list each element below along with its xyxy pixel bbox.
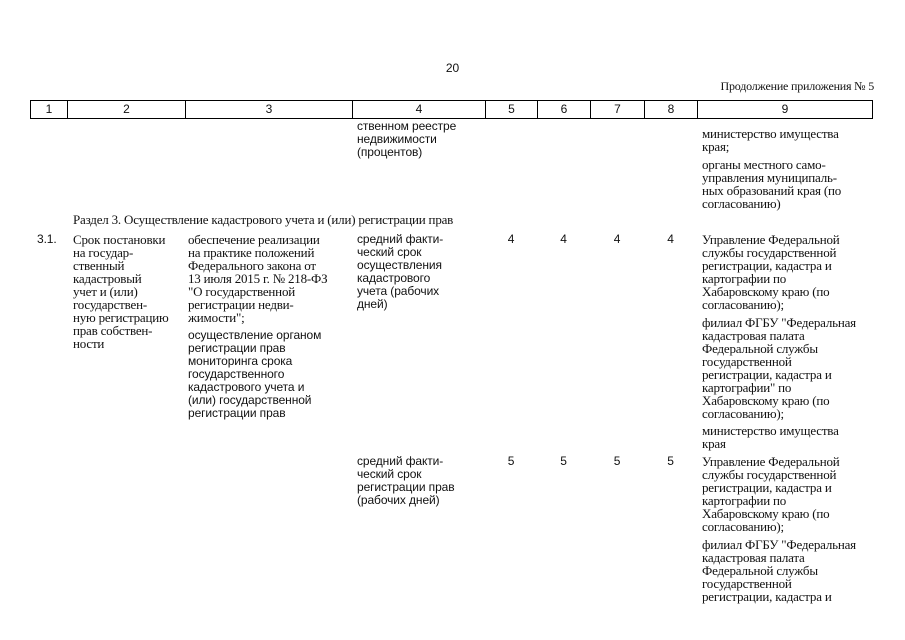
criterion-cadastral-term: средний факти- ческий срок осуществления кадастрового учета (рабочих дней): [357, 232, 444, 311]
header-cell-7: 7: [590, 100, 644, 119]
indicator-cell: Срок постановки на государ- ственный кадастровый учет и (или) государствен- ную регистрацию прав собствен- ности: [73, 232, 169, 351]
table-header-row: [30, 100, 873, 119]
header-cell-1: 1: [30, 100, 67, 119]
continued-executor-1: министерство имущества края;: [702, 126, 839, 154]
value-col-5: 4: [507, 232, 515, 246]
value-col-8: 4: [667, 232, 674, 246]
executor-cadastral-chamber: филиал ФГБУ "Федеральная кадастровая палата Федеральной службы государственной регистрации, кадастра и картографии" по Хабаровскому краю (по согласованию);: [702, 315, 856, 421]
header-cell-3: 3: [185, 100, 352, 119]
value-col-7: 4: [613, 232, 621, 246]
header-cell-9: 9: [697, 100, 873, 119]
header-cell-8: 8: [644, 100, 697, 119]
continuation-note: Продолжение приложения № 5: [720, 79, 874, 93]
value-col-6: 4: [560, 232, 567, 246]
criterion-registration-term: средний факти- ческий срок регистрации прав (рабочих дней): [357, 454, 455, 507]
executor-rosreestr: Управление Федеральной службы государственной регистрации, кадастра и картографии по Хабаровскому краю (по согласованию);: [702, 232, 840, 312]
header-cell-6: 6: [537, 100, 590, 119]
continued-executor-2: органы местного само- управления муниципаль- ных образований края (по согласованию): [702, 157, 842, 211]
header-cell-4: 4: [352, 100, 485, 119]
row-number: 3.1.: [37, 232, 57, 246]
value-col-6: 5: [560, 454, 567, 468]
value-col-7: 5: [613, 454, 621, 468]
value-col-5: 5: [507, 454, 515, 468]
value-col-8: 5: [667, 454, 674, 468]
measure-2: осуществление органом регистрации прав мониторинга срока государственного кадастрового учета и (или) государственной регистрации прав: [188, 328, 322, 420]
executor-property-ministry: министерство имущества края: [702, 423, 839, 451]
continued-criterion-cell: ственном реестре недвижимости (процентов): [357, 119, 457, 159]
executor-rosreestr: Управление Федеральной службы государственной регистрации, кадастра и картографии по Хабаровскому краю (по согласованию);: [702, 454, 840, 534]
section-title: Раздел 3. Осуществление кадастрового учета и (или) регистрации прав: [73, 212, 454, 227]
measure-1: обеспечение реализации на практике положений Федерального закона от 13 июля 2015 г. № 218-ФЗ "О государственной регистрации недви- жимости";: [188, 232, 328, 325]
executor-cadastral-chamber: филиал ФГБУ "Федеральная кадастровая палата Федеральной службы государственной регистрации, кадастра и: [702, 537, 856, 604]
page-number: 20: [445, 61, 460, 75]
header-cell-2: 2: [67, 100, 185, 119]
header-cell-5: 5: [485, 100, 537, 119]
